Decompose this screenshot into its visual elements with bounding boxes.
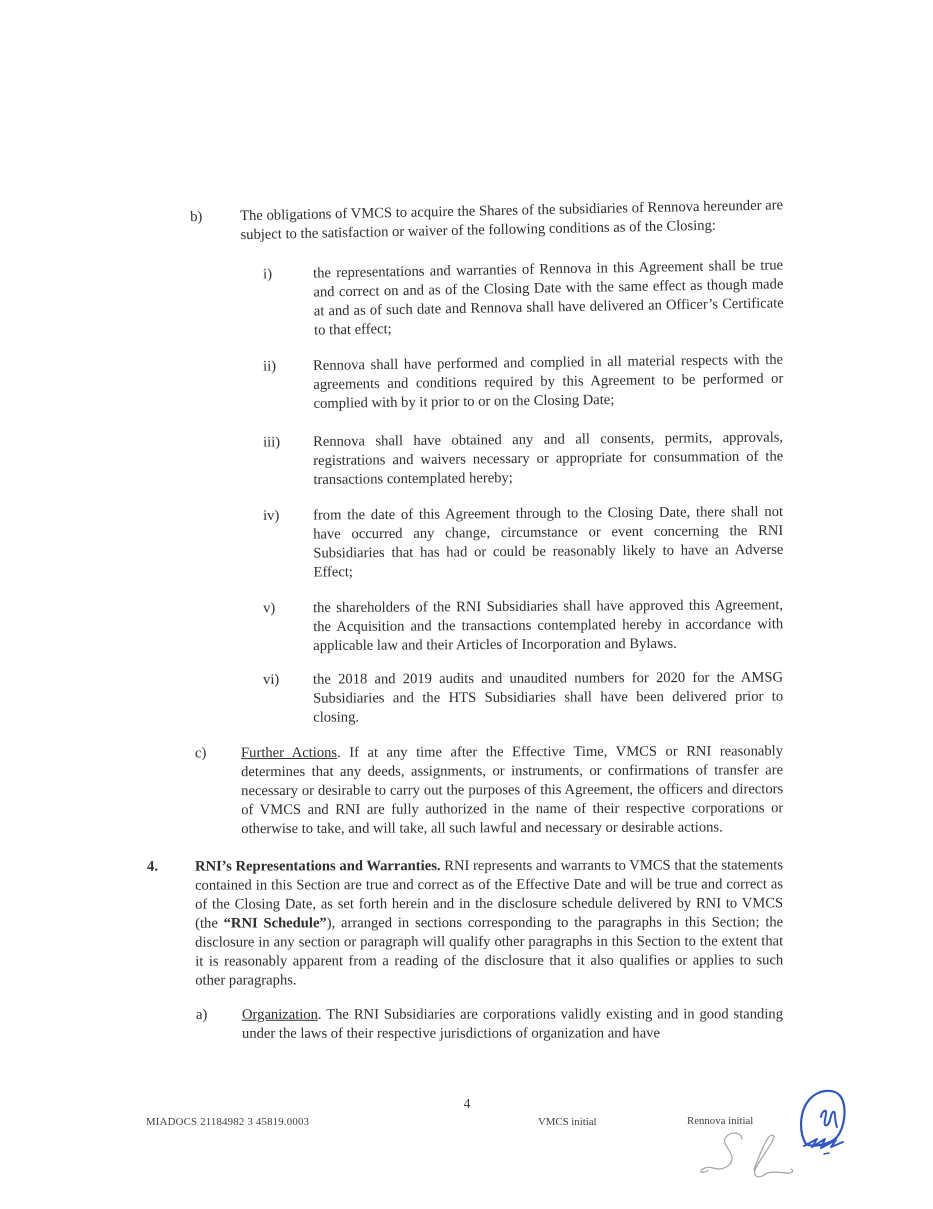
clause-ii-text: Rennova shall have performed and complied in all material respects with the agreements and conditions required by this Agreement to be performed or complied with by it prior to or on the Closing Date; <box>312 351 784 412</box>
clause-a-label: a) <box>196 1006 208 1023</box>
organization-heading: Organization <box>242 1006 318 1023</box>
page-number: 4 <box>463 1096 471 1111</box>
clause-a-body: . The RNI Subsidiaries are corporations validly existing and in good standing under the laws of their respective jurisdictions of organization and have <box>242 1006 784 1042</box>
clause-ii-label: ii) <box>262 357 277 375</box>
blue-ink-signature <box>796 1086 854 1162</box>
clause-a-text <box>242 1005 783 1043</box>
section-4-heading: RNI’s Representations and Warranties. <box>195 858 441 875</box>
rennova-initial-signature <box>698 1126 798 1200</box>
clause-iii-text: Rennova shall have obtained any and all consents, permits, approvals, registrations and waivers necessary or appropriate for consummation of the transactions contemplated hereby; <box>312 429 784 488</box>
signature-inner-stroke <box>821 1111 837 1127</box>
clause-iv-label: iv) <box>262 507 280 524</box>
clause-iii-label: iii) <box>262 433 281 451</box>
clause-i-text: the representations and warranties of Rennova in this Agreement shall be true and correct on and as of the Closing Date with the same effect as though made at and as of such date and Rennova shall have delivered an Officer’s Certificate to that effect; <box>312 256 784 339</box>
section-4-body-1: RNI represents and warrants to VMCS that the statements contained in this Section are true and correct as of the Effective Date and will be true and correct as of the Closing Date, as set forth herein and in the disclosure schedule delivered by RNI to VMCS (the <box>195 857 784 932</box>
vmcs-initial-label: VMCS initial <box>538 1116 597 1128</box>
doc-control-number: MIADOCS 21184982 3 45819.0003 <box>146 1116 310 1128</box>
clause-iii <box>0 427 933 493</box>
section-4-body-2: ), arranged in sections corresponding to the paragraphs in this Section; the disclosure in any section or paragraph will qualify other paragraphs in this Section to the extent that it is reasonably apparent from a reading of the disclosure that it also qualifies or applies to such other paragraphs. <box>195 914 784 989</box>
clause-i <box>0 253 933 345</box>
clause-b-label: b) <box>189 208 203 225</box>
clause-v-text: the shareholders of the RNI Subsidiaries shall have approved this Agreement, the Acquisition and the transactions contemplated hereby in accordance with applicable law and their Articles of Incorporation and Bylaws. <box>313 596 784 654</box>
clause-c-text <box>241 742 783 839</box>
clause-v-label: v) <box>263 599 276 616</box>
signature-s-stroke <box>701 1133 742 1172</box>
clause-b <box>0 193 933 250</box>
clause-i-label: i) <box>262 265 273 283</box>
section-4-text <box>195 857 783 991</box>
clause-iv-text: from the date of this Agreement through to the Closing Date, there shall not have occurred any change, circumstance or event concerning the RNI Subsidiaries that has had or could be reasonably likely to have an Adverse Effect; <box>312 503 784 581</box>
signature-base-stroke <box>804 1139 843 1148</box>
section-4-rni-representations <box>0 856 933 991</box>
clause-vi-text: the 2018 and 2019 audits and unaudited numbers for 2020 for the AMSG Subsidiaries and the HTS Subsidiaries shall have been delivered prior to closing. <box>313 669 784 726</box>
clause-ii <box>0 348 933 417</box>
clause-vi-label: vi) <box>263 671 280 689</box>
clause-vi <box>0 668 933 729</box>
clause-v <box>0 595 933 658</box>
further-actions-heading: Further Actions <box>241 745 338 762</box>
clause-c-further-actions <box>0 742 933 840</box>
document-body <box>0 197 933 1058</box>
clause-iv <box>0 501 933 584</box>
clause-b-text: The obligations of VMCS to acquire the Shares of the subsidiaries of Rennova hereunder are subject to the satisfaction or waiver of the following conditions as of the Closing: <box>239 196 784 243</box>
rennova-initial-label: Rennova initial <box>687 1115 754 1127</box>
clause-c-label: c) <box>195 745 207 762</box>
section-4-number: 4. <box>147 858 158 875</box>
signature-l-stroke <box>754 1135 793 1177</box>
clause-a-organization <box>0 1005 933 1044</box>
signature-dash-stroke <box>824 1153 829 1154</box>
rni-schedule-term: “RNI Schedule” <box>223 915 327 932</box>
signature-loop-stroke <box>801 1091 844 1146</box>
clause-c-body: . If at any time after the Effective Time, VMCS or RNI reasonably determines that any deeds, assignments, or instruments, or confirmations of transfer are necessary or desirable to carry out the purposes of this Agreement, the officers and directors of VMCS and RNI are fully authorized in the name of their respective corporations or otherwise to take, and will take, all such lawful and necessary or desirable actions. <box>241 743 784 838</box>
